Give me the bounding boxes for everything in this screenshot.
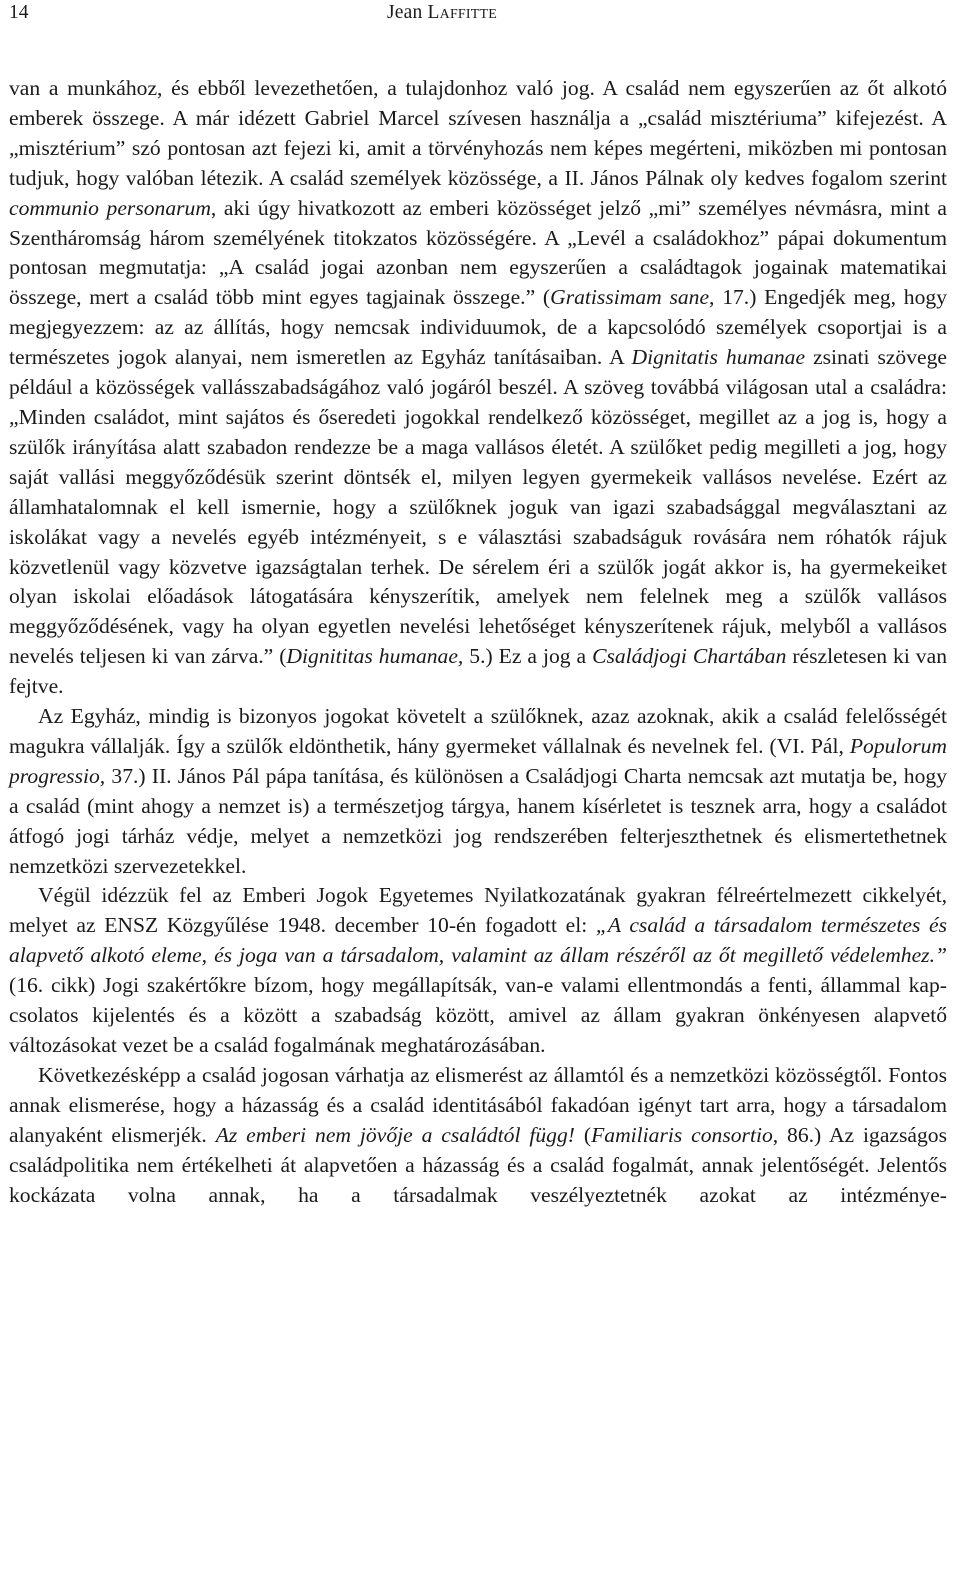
italic-text: Gratissimam sane, <box>550 285 715 310</box>
text-run: , aki úgy hivatkozott az emberi közösséget jelző „mi” személyes névmásra, mint a Szentháromság három személyének titokzatos közösségére. A „Levél a családokhoz” pápai dokumentum pontosan megmutatja: „A család jogai azonban nem egyszerűen a családtagok jogainak matematikai összege, mert a család több mint egyes tagjainak összege.” ( <box>9 195 948 310</box>
italic-text: „A család a társadalom természetes és alapvető alkotó eleme, és joga van a társadalom, valamint az állam részéről az őt megillető védelemhez.” <box>9 913 947 968</box>
italic-text: communio personarum <box>9 195 211 220</box>
author-name-small-caps: affitte <box>439 2 498 23</box>
paragraph <box>9 74 947 702</box>
italic-text: Dignititas humanae, <box>286 644 464 669</box>
italic-text: Az emberi nem jövője a családtól függ! <box>215 1122 575 1147</box>
paragraph <box>9 1061 947 1211</box>
text-run: zsinati szövege például a közösségek vallásszabadságához való jogáról beszél. A szöveg továbbá világosan utal a családra: „Minden családot, mint sajátos és őseredeti jogokkal rendelkező közösséget, megillet az a jog is, hogy a szülők irányítása alatt szabadon rendezze be a maga vallásos életét. A szülőket pedig megilleti a jog, hogy saját vallási meggyőződésük szerint döntsék el, milyen legyen gyermekeik vallásos nevelése. Ezért az államhatalomnak el kell ismernie, hogy a szülőknek joguk van igazi szabadsággal megválasztani az iskolákat vagy a nevelés egyéb intézményeit, s e választási szabadságuk rovására nem róhatók rájuk közvetlenül vagy közvetve igazságtalan terhek. De sérelem éri a szülők jogát akkor is, ha gyermekeiket olyan iskolai előadások látogatására kényszerítik, amelyek nem felelnek meg a szülők vallásos meggyőződésének, vagy ha olyan egyetlen nevelési lehetőséget kényszerítenek rájuk, melyből a vallásos nevelés teljesen ki van zárva.” ( <box>9 345 947 669</box>
text-run: ( <box>574 1122 592 1147</box>
text-run: Végül idézzük fel az Emberi Jogok Egyetemes Nyilatkozatának gyakran félreértelmezett cikkelyét, melyet az ENSZ Közgyűlése 1948. december 10-én fogadott el: <box>9 883 947 938</box>
text-run: 37.) II. János Pál pápa tanítása, és különösen a Családjogi Charta nemcsak azt mutatja be, hogy a család (mint ahogy a nemzet is) a természetjog tárgya, hanem kísérletet is tesznek arra, hogy a családot átfogó jogi tárház védje, melyet a nemzetközi jog rendszerében felterjeszthetnek és elismertethetnek nemzetközi szervezetekkel. <box>9 763 947 878</box>
italic-text: Családjogi Chartában <box>592 644 787 669</box>
running-head-author <box>387 2 497 24</box>
text-run: 5.) Ez a jog a <box>463 644 593 669</box>
text-run: részletesen ki van fejtve. <box>9 644 947 699</box>
page-number: 14 <box>9 2 29 23</box>
text-run: 17.) Engedjék meg, hogy megjegyezzem: az az állítás, hogy nemcsak individuumok, de a kapcsolódó személyek csoportjai is a természetes jogok alanyai, nem ismeretlen az Egyház tanításaiban. A <box>9 285 947 370</box>
italic-text: Familiaris consortio, <box>591 1122 779 1147</box>
text-run: Következésképp a család jogosan várhatja az elismerést az államtól és a nemzetközi közösségtől. Fontos annak elismerése, hogy a házasság és a család identitásából fakadóan igényt tart arra, hogy a társadalom alanyaként elismerjék. <box>9 1062 947 1147</box>
italic-text: Dignitatis humanae <box>631 345 806 370</box>
page-header <box>9 0 950 30</box>
text-run: 86.) Az igazságos családpolitika nem értékelheti át alapvetően a házasság és a család fogalmát, annak jelentőségét. Jelentős kockázata volna annak, ha a társadalmak veszélyeztetnék azokat az intézménye- <box>9 1122 947 1207</box>
author-name-first: Jean L <box>387 2 440 23</box>
text-run: Az Egyház, mindig is bizonyos jogokat követelt a szülőknek, azaz azoknak, akik a család felelősségét magukra vállalják. Így a szülők eldönthetik, hány gyermeket vállalnak és nevelnek fel. (VI. Pál, <box>9 704 947 758</box>
paragraph <box>9 702 947 881</box>
body-text <box>9 74 947 1210</box>
text-run: van a munkához, és ebből levezethetően, a tulajdonhoz való jog. A család nem egyszerűen az őt alkotó emberek összege. A már idézett Gabriel Marcel szívesen használja a „család misztériuma” kifejezést. A „misztérium” szó pontosan azt fejezi ki, amit a törvényhozás nem képes megérteni, miközben mi pontosan tudjuk, hogy valóban létezik. A család személyek közössége, a II. János Pálnak oly kedves fogalom szerint <box>9 76 947 190</box>
italic-text: Populorum progressio, <box>9 733 947 788</box>
text-run: (16. cikk) Jogi szakértőkre bízom, hogy megállapítsák, van-e valami ellentmondás a fenti, állammal kapcsolatos kijelentés és a között a szabadság között, amivel az állam gyakran önkényesen alapvető változásokat vezet be a család fogalmának meghatározásában. <box>9 973 947 1057</box>
paragraph <box>9 881 947 1060</box>
